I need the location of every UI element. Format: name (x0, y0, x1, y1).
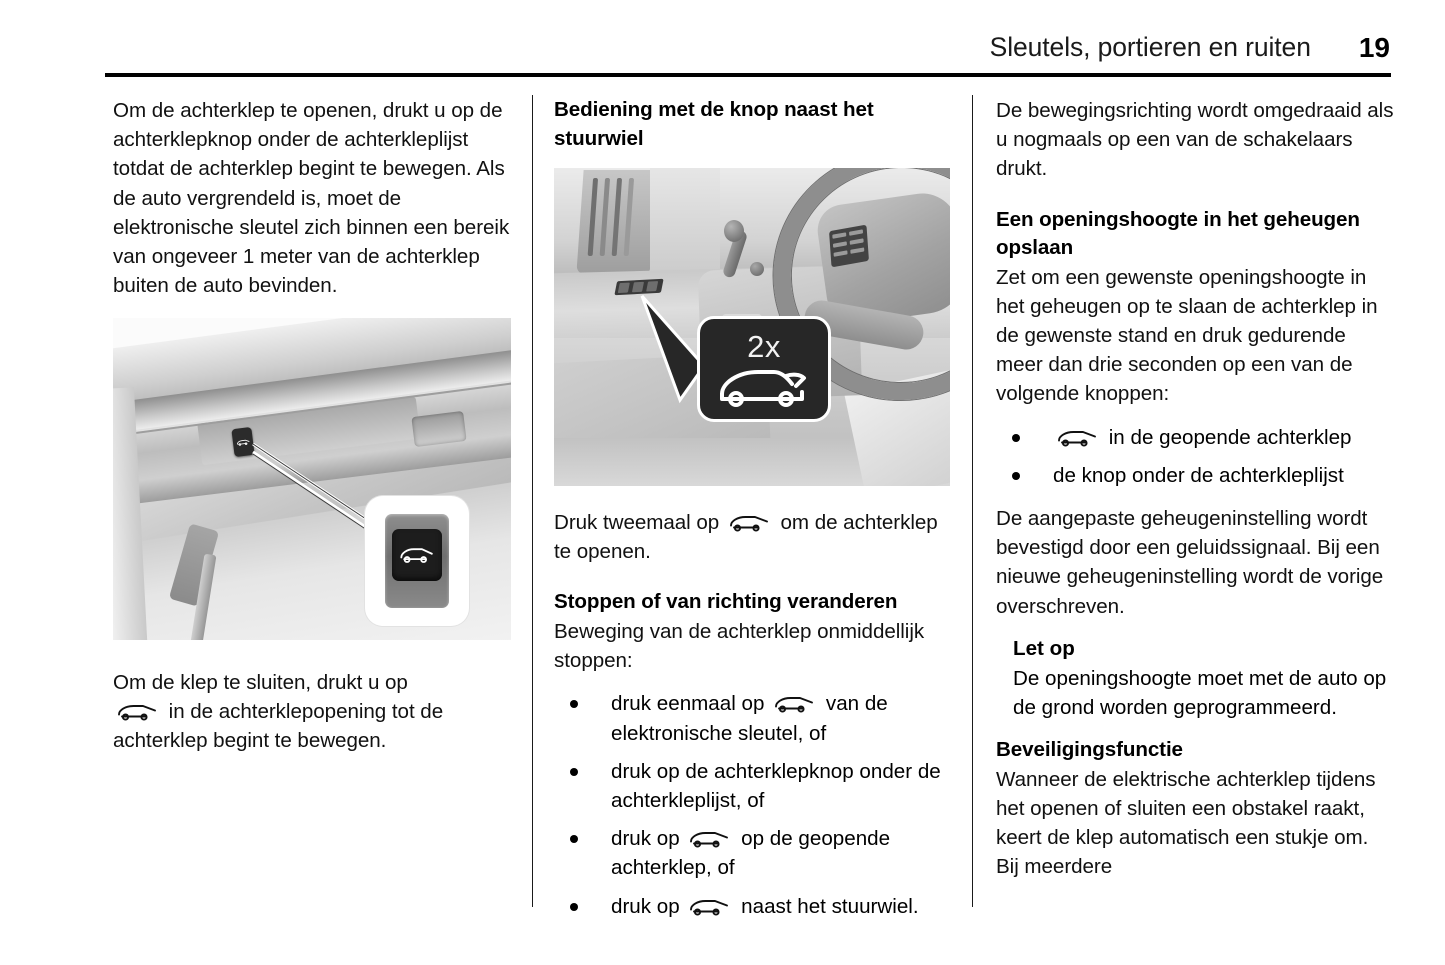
steering-wheel-controls[interactable] (829, 225, 869, 268)
col3-bullet-list (996, 423, 1396, 490)
bullet-dot (570, 700, 578, 708)
bullet-text-after: van de elektronische sleutel, of (611, 692, 888, 745)
bullet-text-after: naast het stuurwiel. (741, 894, 919, 918)
tailgate-button-magnified[interactable] (392, 529, 442, 581)
col2-heading: Bediening met de knop naast het stuurwiel (554, 98, 874, 150)
bullet-text-after: op de geopende achterklep, of (611, 827, 891, 880)
col1-figure-caption (113, 668, 513, 756)
page-header (105, 34, 1390, 78)
bullet-dot (570, 768, 578, 776)
page-number: 19 (1358, 32, 1390, 63)
list-item (996, 423, 1396, 452)
tailgate-car-icon (687, 829, 733, 849)
col1-caption-text (113, 668, 513, 756)
col2-p1-before: Druk tweemaal op (554, 511, 720, 534)
tailgate-car-icon (687, 897, 733, 917)
col1-paragraph-1: Om de achterklep te openen, drukt u op de achterklepknop onder de achterkleplijst totdat de achterklep begint te bewegen. Als de auto vergrendeld is, moet de elektronische sleutel zich binnen een bereik van ongeveer 1 meter van de achterklep buiten de auto bevinden. (113, 99, 510, 298)
col2-subheading: Stoppen of van richting veranderen (554, 590, 898, 614)
tailgate-car-icon (1055, 428, 1101, 448)
note-title: Let op (1013, 636, 1075, 660)
col3-heading-2: Beveiligingsfunctie (996, 738, 1183, 762)
header-rule (105, 73, 1391, 77)
tailgate-switch-next-to-steering-wheel[interactable] (614, 279, 663, 295)
column-one (113, 96, 513, 300)
bullet-text-before: druk op (611, 827, 680, 851)
col2-paragraph-1 (554, 508, 954, 566)
tailgate-close-button-on-trim[interactable] (231, 427, 254, 457)
column-two-body (554, 508, 954, 921)
tailgate-car-icon (398, 544, 436, 566)
tailgate-button-callout (365, 496, 469, 626)
note-body: De openingshoogte moet met de auto op de grond worden geprogrammeerd. (1013, 666, 1387, 720)
list-item (554, 824, 954, 882)
tailgate-car-icon (115, 702, 161, 722)
two-press-callout (697, 316, 831, 422)
note-block (996, 635, 1396, 722)
col3-paragraph-3: De aangepaste geheugeninstelling wordt bevestigd door een geluidssignaal. Bij een nieuwe geheugeninstelling wordt de vorige overschreven. (996, 507, 1384, 618)
list-item (996, 461, 1396, 490)
bullet-dot (570, 903, 578, 911)
column-two (554, 96, 954, 153)
bullet-text-before: druk eenmaal op (611, 692, 765, 716)
tailgate-car-icon (727, 513, 773, 533)
tailgate-button-photo (113, 318, 511, 640)
col3-paragraph-1: De bewegingsrichting wordt omgedraaid als u nogmaals op een van de schakelaars drukt. (996, 99, 1394, 181)
col3-heading-1: Een openingshoogte in het geheugen opslaan (996, 207, 1360, 260)
bullet-dot (1012, 434, 1020, 442)
bullet-dot (570, 835, 578, 843)
steering-wheel-button-photo (554, 168, 950, 486)
list-item (554, 892, 954, 921)
col2-p1-after: om de achterklep te openen. (554, 511, 938, 564)
bullet-text-after: in de geopende achterklep (1108, 425, 1352, 449)
tailgate-car-icon (716, 364, 812, 408)
column-divider-2 (972, 95, 973, 907)
list-item (554, 757, 954, 815)
col2-bullet-list (554, 689, 954, 920)
caption-before: Om de klep te sluiten, drukt u op (113, 671, 408, 694)
bullet-text-before: druk op de achterklepknop onder de achterkleplijst, of (611, 759, 941, 812)
bullet-text-before: druk op (611, 894, 680, 918)
col2-intro: Beweging van de achterklep onmiddellijk stoppen: (554, 619, 925, 673)
bullet-dot (1012, 472, 1020, 480)
column-divider-1 (532, 95, 533, 907)
caption-after: in de achterklepopening tot de achterklep begint te bewegen. (113, 700, 444, 753)
tailgate-car-icon (772, 694, 818, 714)
col3-paragraph-2: Zet om een gewenste openingshoogte in het geheugen op te slaan de achterklep in de gewenste stand en druk gedurende meer dan drie seconden op een van de volgende knoppen: (996, 265, 1378, 406)
column-three (996, 96, 1396, 882)
tailgate-car-icon (235, 437, 251, 448)
col3-paragraph-4: Wanneer de elektrische achterklep tijdens het openen of sluiten een obstakel raakt, keert de klep automatisch een stukje om. Bij meerdere (996, 767, 1376, 879)
bullet-text-before: de knop onder de achterkleplijst (1053, 463, 1344, 487)
callout-2x-label: 2x (747, 328, 781, 364)
list-item (554, 689, 954, 747)
page-title: Sleutels, portieren en ruiten (989, 32, 1311, 62)
